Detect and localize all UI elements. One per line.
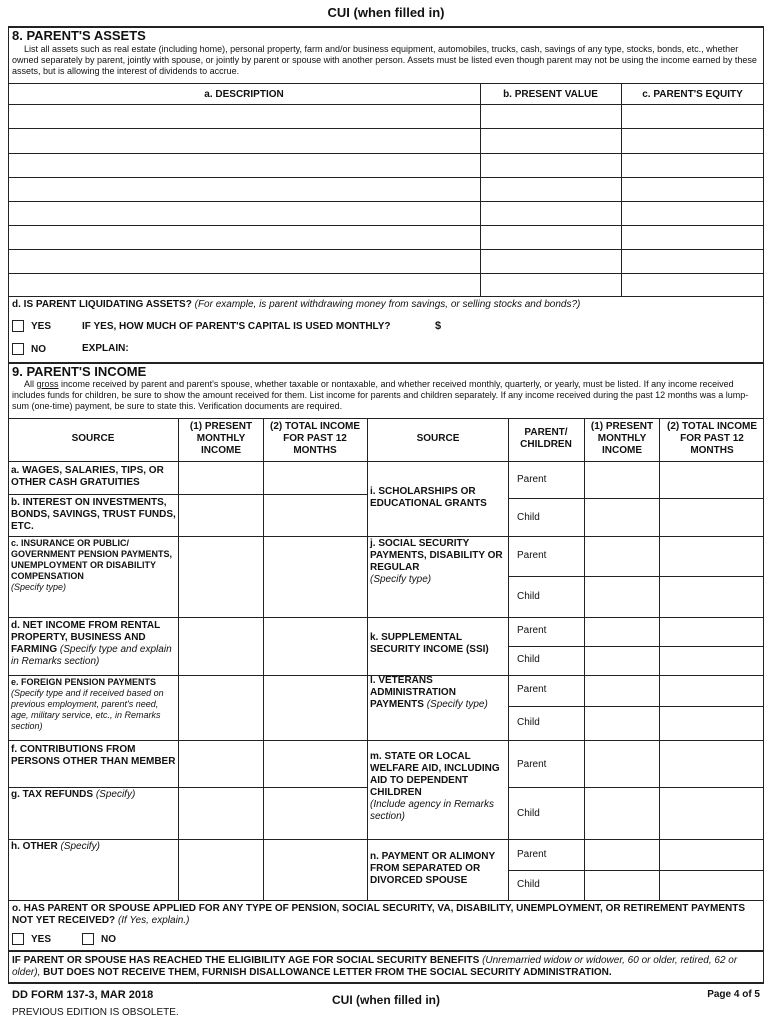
asset-value-input[interactable]: [483, 130, 618, 151]
income-c-monthly-input[interactable]: [181, 538, 261, 615]
liquidating-label: d. IS PARENT LIQUIDATING ASSETS?: [12, 299, 192, 310]
income-a-monthly-input[interactable]: [181, 463, 261, 492]
income-b-annual-input[interactable]: [266, 496, 365, 534]
income-j-parent-monthly-input[interactable]: [587, 538, 657, 574]
income-n-parent-annual-input[interactable]: [662, 841, 762, 868]
explain-input[interactable]: [140, 340, 750, 357]
liquidating-yes-checkbox[interactable]: [12, 320, 24, 332]
source-j-social-security: j. SOCIAL SECURITY PAYMENTS, DISABILITY OR REGULAR (Specify type): [370, 538, 503, 585]
income-a-annual-input[interactable]: [266, 463, 365, 492]
form-id: DD FORM 137-3, MAR 2018: [12, 989, 154, 1001]
income-m-parent-annual-input[interactable]: [662, 742, 762, 785]
parent-label: Parent: [517, 550, 547, 561]
income-m-child-monthly-input[interactable]: [587, 789, 657, 837]
col-source-left-header: SOURCE: [71, 433, 115, 444]
col-present-monthly-right-header: (1) PRESENT MONTHLY INCOME: [590, 421, 654, 456]
asset-value-input[interactable]: [483, 203, 618, 223]
asset-description-input[interactable]: [11, 251, 477, 271]
income-n-parent-monthly-input[interactable]: [587, 841, 657, 868]
income-j-parent-annual-input[interactable]: [662, 538, 762, 574]
income-g-annual-input[interactable]: [266, 789, 365, 837]
income-h-monthly-input[interactable]: [181, 841, 261, 898]
income-e-monthly-input[interactable]: [181, 677, 261, 738]
income-m-parent-monthly-input[interactable]: [587, 742, 657, 785]
source-k-ssi: k. SUPPLEMENTAL SECURITY INCOME (SSI): [370, 632, 489, 655]
source-f-contributions: f. CONTRIBUTIONS FROM PERSONS OTHER THAN MEMBER: [11, 744, 176, 767]
income-k-child-monthly-input[interactable]: [587, 648, 657, 673]
income-f-annual-input[interactable]: [266, 742, 365, 785]
source-e-foreign-pension: e. FOREIGN PENSION PAYMENTS (Specify type and if received based on previous employment, parent's need, age, military service, etc., in Remarks section): [11, 677, 164, 731]
question-o-pension-applied: o. HAS PARENT OR SPOUSE APPLIED FOR ANY TYPE OF PENSION, SOCIAL SECURITY, VA, DISABILITY, UNEMPLOYMENT, OR RETIREMENT PAYMENTS NOT YET RECEIVED? (If Yes, explain.): [12, 903, 746, 926]
parent-label: Parent: [517, 625, 547, 636]
source-n-alimony: n. PAYMENT OR ALIMONY FROM SEPARATED OR DIVORCED SPOUSE: [370, 851, 496, 886]
income-l-parent-monthly-input[interactable]: [587, 677, 657, 704]
income-n-child-annual-input[interactable]: [662, 872, 762, 898]
source-g-tax-refunds: g. TAX REFUNDS (Specify): [11, 789, 136, 800]
income-d-monthly-input[interactable]: [181, 619, 261, 673]
asset-equity-input[interactable]: [624, 203, 761, 223]
income-k-parent-annual-input[interactable]: [662, 619, 762, 644]
asset-value-input[interactable]: [483, 155, 618, 175]
income-i-parent-annual-input[interactable]: [662, 463, 762, 496]
col-parent-children-header: PARENT/ CHILDREN: [520, 427, 572, 450]
liquidating-question: [12, 299, 580, 311]
asset-equity-input[interactable]: [624, 179, 761, 199]
col-total-12-right-header: (2) TOTAL INCOME FOR PAST 12 MONTHS: [667, 421, 757, 456]
col-total-12-left-header: (2) TOTAL INCOME FOR PAST 12 MONTHS: [270, 421, 360, 456]
liquidating-no-checkbox[interactable]: [12, 343, 24, 355]
asset-description-input[interactable]: [11, 203, 477, 223]
income-i-parent-monthly-input[interactable]: [587, 463, 657, 496]
explain-label: EXPLAIN:: [82, 343, 129, 354]
child-label: Child: [517, 808, 540, 819]
child-label: Child: [517, 512, 540, 523]
pension-yes-checkbox[interactable]: [12, 933, 24, 945]
income-m-child-annual-input[interactable]: [662, 789, 762, 837]
income-j-child-annual-input[interactable]: [662, 578, 762, 615]
liquidating-no-label: NO: [31, 344, 46, 355]
col-present-monthly-left-header: (1) PRESENT MONTHLY INCOME: [189, 421, 253, 456]
asset-description-input[interactable]: [11, 227, 477, 247]
capital-dollar-sign: $: [435, 320, 442, 332]
source-i-scholarships: i. SCHOLARSHIPS OR EDUCATIONAL GRANTS: [370, 486, 487, 509]
parent-label: Parent: [517, 759, 547, 770]
liquidating-yes-label: YES: [31, 321, 52, 332]
capital-question: IF YES, HOW MUCH OF PARENT'S CAPITAL IS USED MONTHLY?: [82, 321, 391, 332]
asset-equity-input[interactable]: [624, 275, 761, 294]
asset-value-input[interactable]: [483, 179, 618, 199]
income-l-child-annual-input[interactable]: [662, 708, 762, 738]
source-d-rental: d. NET INCOME FROM RENTAL PROPERTY, BUSINESS AND FARMING (Specify type and explain in Remarks section): [11, 620, 172, 667]
cui-footer-marking: CUI (when filled in): [332, 993, 440, 1007]
asset-value-input[interactable]: [483, 106, 618, 126]
income-l-parent-annual-input[interactable]: [662, 677, 762, 704]
obsolete-notice: PREVIOUS EDITION IS OBSOLETE.: [12, 1007, 179, 1018]
col-present-value-header: b. PRESENT VALUE: [503, 89, 598, 100]
income-h-annual-input[interactable]: [266, 841, 365, 898]
parent-label: Parent: [517, 849, 547, 860]
section8-intro: List all assets such as real estate (including home), personal property, farm and/or business equipment, automobiles, trucks, cash, savings of any type, stocks, bonds, etc., whether owned separately by parent, jointly with spouse, or jointly by parent or spouse with another person. Assets must be listed even though parent may not be using the income earned by these assets, but is allowing the interest of dividends to accrue.: [12, 44, 757, 76]
asset-description-input[interactable]: [11, 130, 477, 151]
asset-value-input[interactable]: [483, 275, 618, 294]
col-source-right-header: SOURCE: [416, 433, 460, 444]
cui-header-marking: CUI (when filled in): [327, 5, 445, 20]
income-n-child-monthly-input[interactable]: [587, 872, 657, 898]
asset-value-input[interactable]: [483, 251, 618, 271]
capital-monthly-input[interactable]: [447, 318, 747, 334]
source-b-interest: b. INTEREST ON INVESTMENTS, BONDS, SAVINGS, TRUST FUNDS, ETC.: [11, 497, 176, 532]
parent-label: Parent: [517, 474, 547, 485]
asset-description-input[interactable]: [11, 275, 477, 294]
child-label: Child: [517, 879, 540, 890]
col-description-header: a. DESCRIPTION: [204, 89, 284, 100]
income-b-monthly-input[interactable]: [181, 496, 261, 534]
source-l-veterans: l. VETERANS ADMINISTRATION PAYMENTS (Specify type): [370, 675, 488, 710]
income-k-parent-monthly-input[interactable]: [587, 619, 657, 644]
asset-description-input[interactable]: [11, 155, 477, 175]
pension-yes-label: YES: [31, 934, 52, 945]
source-h-other: h. OTHER (Specify): [11, 841, 100, 852]
liquidating-example: (For example, is parent withdrawing money from savings, or selling stocks and bonds?): [194, 299, 581, 310]
child-label: Child: [517, 591, 540, 602]
child-label: Child: [517, 654, 540, 665]
income-f-monthly-input[interactable]: [181, 742, 261, 785]
asset-equity-input[interactable]: [624, 227, 761, 247]
eligibility-instruction: IF PARENT OR SPOUSE HAS REACHED THE ELIGIBILITY AGE FOR SOCIAL SECURITY BENEFITS (Unremarried widow or widower, 60 or older, retired, 62 or older), BUT DOES NOT RECEIVE THEM, FURNISH DISALLOWANCE LETTER FROM THE SOCIAL SECURITY ADMINISTRATION.: [12, 955, 738, 978]
col-equity-header: c. PARENT'S EQUITY: [642, 89, 743, 100]
asset-equity-input[interactable]: [624, 130, 761, 151]
pension-no-checkbox[interactable]: [82, 933, 94, 945]
income-l-child-monthly-input[interactable]: [587, 708, 657, 738]
source-c-insurance: c. INSURANCE OR PUBLIC/ GOVERNMENT PENSION PAYMENTS, UNEMPLOYMENT OR DISABILITY COMPENSATION (Specify type): [11, 538, 173, 592]
asset-equity-input[interactable]: [624, 155, 761, 175]
income-c-annual-input[interactable]: [266, 538, 365, 615]
income-i-child-monthly-input[interactable]: [587, 500, 657, 534]
child-label: Child: [517, 717, 540, 728]
page-number: Page 4 of 5: [707, 989, 760, 1000]
pension-no-label: NO: [101, 934, 116, 945]
source-m-welfare: m. STATE OR LOCAL WELFARE AID, INCLUDING AID TO DEPENDENT CHILDREN (Include agency in Remarks section): [370, 751, 500, 822]
asset-value-input[interactable]: [483, 227, 618, 247]
income-e-annual-input[interactable]: [266, 677, 365, 738]
income-i-child-annual-input[interactable]: [662, 500, 762, 534]
asset-description-input[interactable]: [11, 179, 477, 199]
asset-equity-input[interactable]: [624, 106, 761, 126]
section9-intro: All gross income received by parent and parent's spouse, whether taxable or nontaxable, and whether received monthly, quarterly, or yearly, must be listed. If any income received includes funds for children, be sure to show the amount received for them. List income for parents and children separately. If any income received during the past 12 months was a lump-sum (one-time) payment, be sure to state this. Verification documents are required.: [12, 379, 749, 411]
parent-label: Parent: [517, 684, 547, 695]
asset-description-input[interactable]: [11, 106, 477, 126]
section9-title: 9. PARENT'S INCOME: [12, 364, 147, 379]
income-d-annual-input[interactable]: [266, 619, 365, 673]
asset-equity-input[interactable]: [624, 251, 761, 271]
income-j-child-monthly-input[interactable]: [587, 578, 657, 615]
income-g-monthly-input[interactable]: [181, 789, 261, 837]
source-a-wages: a. WAGES, SALARIES, TIPS, OR OTHER CASH GRATUITIES: [11, 465, 164, 488]
section8-title: 8. PARENT'S ASSETS: [12, 28, 146, 43]
income-k-child-annual-input[interactable]: [662, 648, 762, 673]
